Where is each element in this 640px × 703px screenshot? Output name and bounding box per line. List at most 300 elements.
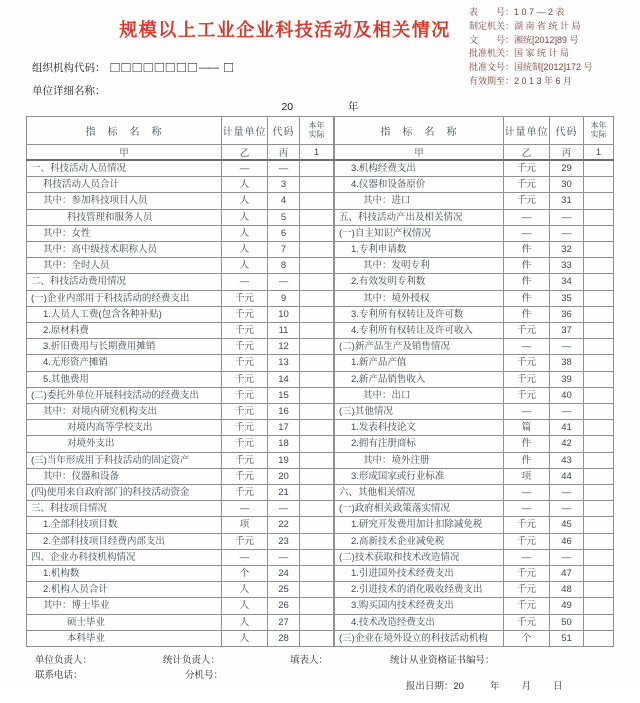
unit-cell: 个 [222,566,268,582]
table-row [27,355,334,371]
meta-line [469,61,637,75]
col-header-code: 代码 [268,117,300,145]
value-cell[interactable] [300,355,334,371]
meta-label: 批准机关： [469,48,515,59]
table-row [335,242,614,258]
value-cell[interactable] [584,533,614,549]
report-year-prefix[interactable]: 20 [281,101,294,113]
table-row [27,485,334,501]
meta-value: 国 家 统 计 局 [514,48,570,59]
indicator-name: 一、科技活动人员情况 [27,160,222,177]
code-cell: — [268,549,300,565]
unit-cell: 千元 [504,533,550,549]
table-row [27,452,334,468]
table-row [27,404,334,420]
unit-cell: 件 [504,306,550,322]
unit-cell: 件 [504,290,550,306]
value-cell[interactable] [300,306,334,322]
code-cell: — [550,225,584,241]
unit-cell: 千元 [222,371,268,387]
unit-cell: 千元 [504,371,550,387]
indicator-name: (四)使用来自政府部门的科技活动资金 [27,485,222,501]
code-cell: 34 [550,274,584,290]
table-row [335,614,614,630]
value-cell[interactable] [584,485,614,501]
indicator-name: (一)自主知识产权情况 [335,225,504,241]
unit-cell: 千元 [222,387,268,403]
col-letter-value: 1 [300,145,334,161]
indicator-name: 2.有效发明专利数 [335,274,504,290]
code-cell: 11 [268,323,300,339]
code-cell: 22 [268,517,300,533]
report-date-year-unit: 年 [489,681,500,692]
value-cell[interactable] [300,274,334,290]
meta-line [469,34,637,48]
table-row [335,468,614,484]
meta-value: 湖 南 省 统 计 局 [514,20,581,31]
table-row [335,193,614,209]
value-cell[interactable] [584,177,614,193]
code-cell: 38 [550,355,584,371]
unit-cell: 千元 [222,355,268,371]
indicator-name: 1.机构数 [27,566,222,582]
indicator-name: (一)政府相关政策落实情况 [335,501,504,517]
col-letter-unit: 乙 [504,145,550,161]
unit-cell: 件 [504,436,550,452]
value-cell[interactable] [584,468,614,484]
code-cell: 8 [268,258,300,274]
unit-cell: 人 [222,177,268,193]
indicator-name: (一)企业内部用于科技活动的经费支出 [27,290,222,306]
table-row [27,290,334,306]
meta-label: 表 号： [469,7,515,17]
value-cell[interactable] [300,160,334,177]
code-cell: 40 [550,387,584,403]
value-cell[interactable] [300,614,334,630]
unit-cell: 千元 [504,193,550,209]
value-cell[interactable] [584,274,614,290]
value-cell[interactable] [584,371,614,387]
value-cell[interactable] [300,209,334,225]
org-code-boxes[interactable]: □□□□□□□□ [110,59,199,76]
meta-line [469,75,637,89]
table-row [27,160,334,177]
indicator-name: 2.拥有注册商标 [335,436,504,452]
value-cell[interactable] [300,549,334,565]
table-row [27,517,334,533]
table-row [335,436,614,452]
value-cell[interactable] [300,339,334,355]
value-cell[interactable] [300,533,334,549]
value-cell[interactable] [300,517,334,533]
indicator-name: 2.新产品销售收入 [335,371,504,387]
code-cell: 15 [268,387,300,403]
table-row [27,209,334,225]
indicator-name: 其中：境外注册 [335,452,504,468]
indicator-name: 2.机构人员合计 [27,582,222,598]
col-letter-value: 1 [584,145,614,161]
unit-cell: — [504,549,550,565]
code-cell: 18 [268,436,300,452]
code-cell: 27 [268,614,300,630]
value-cell[interactable] [584,242,614,258]
code-cell: 6 [268,225,300,241]
code-cell: — [550,501,584,517]
code-cell: 29 [550,160,584,177]
unit-cell: 千元 [222,420,268,436]
indicator-name: 2.引进技术的消化吸收经费支出 [335,582,504,598]
code-cell: 21 [268,485,300,501]
indicator-name: 对境内高等学校支出 [27,420,222,436]
value-cell[interactable] [300,436,334,452]
unit-cell: 人 [222,193,268,209]
table-row [27,306,334,322]
code-cell: 19 [268,452,300,468]
value-cell[interactable] [584,420,614,436]
table-row [335,177,614,193]
value-cell[interactable] [300,323,334,339]
indicator-name: 对境外支出 [27,436,222,452]
value-cell[interactable] [584,630,614,646]
code-cell: 50 [550,614,584,630]
table-row [27,323,334,339]
value-cell[interactable] [584,404,614,420]
indicator-name: 2.原材料费 [27,323,222,339]
code-cell: 32 [550,242,584,258]
value-cell[interactable] [300,242,334,258]
indicator-name: 其中：仪器和设备 [27,468,222,484]
meta-value: 1 0 7 — 2 表 [514,7,565,17]
report-date-month-unit: 月 [521,681,531,692]
table-row [27,177,334,193]
unit-cell: 项 [222,517,268,533]
table-row [27,436,334,452]
table-row [27,225,334,241]
meta-label: 批准文号： [469,62,515,73]
code-cell: 23 [268,533,300,549]
meta-line [469,47,637,61]
unit-cell: 人 [222,209,268,225]
code-cell: 9 [268,290,300,306]
org-code-dash: —— [198,61,217,74]
indicator-name: 五、科技活动产出及相关情况 [335,209,504,225]
indicator-name: 其中：高中级技术职称人员 [27,242,222,258]
table-row [335,582,614,598]
indicator-name: (二)委托外单位开展科技活动的经费支出 [27,387,222,403]
value-cell[interactable] [584,436,614,452]
indicator-name: 1.人员人工费(包含各种补贴) [27,306,222,322]
unit-cell: 千元 [222,452,268,468]
unit-cell: — [222,501,268,517]
meta-value: 湘统[2012]89 号 [514,34,579,45]
unit-cell: 人 [222,614,268,630]
table-row [335,290,614,306]
table-row [335,371,614,387]
col-letter-name: 甲 [27,145,222,161]
value-cell[interactable] [584,306,614,322]
code-cell: 7 [268,242,300,258]
table-row [27,339,334,355]
report-date-year-prefix[interactable]: 20 [453,681,464,692]
code-cell: 43 [550,452,584,468]
indicator-name: 其中：境外授权 [335,290,504,306]
value-cell[interactable] [584,160,614,177]
code-cell: — [268,160,300,177]
code-cell: 30 [550,177,584,193]
indicator-name: 1.专利申请数 [335,242,504,258]
col-letter-name: 甲 [335,145,504,161]
meta-label: 制定机关： [469,20,515,31]
indicator-name: (二)技术获取和技术改造情况 [335,549,504,565]
value-cell[interactable] [584,258,614,274]
table-row [335,598,614,614]
table-row [335,306,614,322]
indicator-name: 2.高新技术企业减免税 [335,533,504,549]
code-cell: 39 [550,371,584,387]
table-row [335,517,614,533]
unit-cell: — [504,485,550,501]
code-cell: 24 [268,566,300,582]
unit-cell: 千元 [504,614,550,630]
value-cell[interactable] [584,209,614,225]
indicator-name: 六、其他相关情况 [335,485,504,501]
indicator-name: 其中：博士毕业 [27,598,222,614]
value-cell[interactable] [584,290,614,306]
table-row [335,533,614,549]
code-cell: 4 [268,193,300,209]
table-row [27,549,334,565]
value-cell[interactable] [584,614,614,630]
column-letter-row [335,145,614,161]
table-row [335,404,614,420]
table-row [335,566,614,582]
unit-cell: — [222,160,268,177]
form-title: 规模以上工业企业科技活动及相关情况 [119,20,451,40]
col-header-name: 指 标 名 称 [335,117,504,145]
col-header-unit: 计量单位 [504,117,550,145]
value-cell[interactable] [300,225,334,241]
unit-cell: 千元 [504,355,550,371]
unit-cell: 人 [222,242,268,258]
unit-cell: 千元 [222,290,268,306]
unit-name-row [32,83,268,98]
indicator-name: 3.购买国内技术经费支出 [335,598,504,614]
unit-cell: — [504,404,550,420]
indicator-name: (三)企业在境外设立的科技活动机构 [335,630,504,646]
unit-cell: 人 [222,258,268,274]
code-cell: 45 [550,517,584,533]
table-row [27,468,334,484]
unit-cell: 千元 [222,436,268,452]
code-cell: 46 [550,533,584,549]
value-cell[interactable] [584,355,614,371]
unit-cell: — [222,549,268,565]
indicator-name: 4.无形资产摊销 [27,355,222,371]
code-cell: — [268,274,300,290]
unit-cell: 个 [504,630,550,646]
value-cell[interactable] [584,582,614,598]
indicator-name: 三、科技项目情况 [27,501,222,517]
value-cell[interactable] [300,371,334,387]
unit-cell: 人 [222,598,268,614]
table-row [27,387,334,403]
col-header-name: 指 标 名 称 [27,117,222,145]
value-cell[interactable] [300,582,334,598]
table-row [335,549,614,565]
code-cell: 41 [550,420,584,436]
indicator-name: (三)当年形成用于科技活动的固定资产 [27,452,222,468]
meta-line [469,6,637,20]
value-cell[interactable] [300,501,334,517]
value-cell[interactable] [584,501,614,517]
indicator-name: 3.折旧费用与长期费用摊销 [27,339,222,355]
indicator-name: 二、科技活动费用情况 [27,274,222,290]
meta-label: 有效期至： [469,75,515,86]
meta-value: 国统制[2012]172 号 [514,62,593,73]
stat-head-label: 统计负责人： [163,655,221,666]
indicator-name: 1.全部科技项目数 [27,517,222,533]
indicator-name: 3.专利所有权转让及许可数 [335,306,504,322]
unit-cell: 千元 [222,306,268,322]
unit-name-label: 单位详细名称： [32,85,106,97]
code-cell: 28 [268,630,300,646]
col-header-value-line1: 本年 [590,121,607,130]
unit-cell: 件 [504,242,550,258]
unit-cell: 人 [222,582,268,598]
col-header-value-line1: 本年 [308,121,325,130]
table-row [335,258,614,274]
unit-cell: 千元 [504,177,550,193]
value-cell[interactable] [300,566,334,582]
indicator-name: 3.形成国家或行业标准 [335,468,504,484]
unit-cell: 千元 [504,323,550,339]
indicator-name: 其中：对境内研究机构支出 [27,404,222,420]
unit-cell: — [504,501,550,517]
indicator-name: 5.其他费用 [27,371,222,387]
value-cell[interactable] [584,598,614,614]
indicator-name: 四、企业办科技机构情况 [27,549,222,565]
code-cell: 16 [268,404,300,420]
unit-cell: 千元 [222,404,268,420]
code-cell: 3 [268,177,300,193]
table-row [27,258,334,274]
code-cell: 10 [268,306,300,322]
value-cell[interactable] [584,193,614,209]
code-cell: — [550,404,584,420]
table-row [27,582,334,598]
unit-cell: 件 [504,452,550,468]
value-cell[interactable] [300,387,334,403]
indicator-name: 其中：发明专利 [335,258,504,274]
value-cell[interactable] [584,549,614,565]
col-header-code: 代码 [550,117,584,145]
table-row [335,420,614,436]
indicator-name: 硕士毕业 [27,614,222,630]
unit-cell: — [504,339,550,355]
unit-name-blank[interactable] [108,83,268,94]
value-cell[interactable] [300,404,334,420]
value-cell[interactable] [300,598,334,614]
table-row [27,598,334,614]
value-cell[interactable] [300,177,334,193]
col-header-value [584,117,614,145]
unit-cell: — [504,209,550,225]
table-row [335,209,614,225]
report-date-day-unit: 日 [552,681,563,692]
table-row [27,566,334,582]
value-cell[interactable] [584,387,614,403]
value-cell[interactable] [300,193,334,209]
report-year-row [0,99,640,114]
value-cell[interactable] [584,566,614,582]
code-cell: — [550,485,584,501]
unit-cell: 千元 [504,160,550,177]
value-cell[interactable] [584,452,614,468]
table-row [335,501,614,517]
value-cell[interactable] [584,225,614,241]
form-meta-block [469,6,637,89]
value-cell[interactable] [300,485,334,501]
unit-cell: — [504,225,550,241]
table-row [27,533,334,549]
unit-cell: 千元 [504,566,550,582]
value-cell[interactable] [300,630,334,646]
org-code-check-box[interactable]: □ [223,59,236,76]
code-cell: — [268,501,300,517]
unit-cell: 千元 [222,323,268,339]
unit-cell: 千元 [222,533,268,549]
table-row [335,452,614,468]
table-row [27,501,334,517]
indicator-name: 4.技术改造经费支出 [335,614,504,630]
value-cell[interactable] [300,468,334,484]
code-cell: — [550,549,584,565]
code-cell: 17 [268,420,300,436]
indicator-name: (二)新产品生产及销售情况 [335,339,504,355]
indicator-name: 其中：出口 [335,387,504,403]
report-year-suffix: 年 [348,101,359,113]
table-row [335,630,614,646]
col-header-unit: 计量单位 [222,117,268,145]
value-cell[interactable] [300,290,334,306]
value-cell[interactable] [300,258,334,274]
code-cell: 13 [268,355,300,371]
code-cell: 37 [550,323,584,339]
unit-head-label: 单位负责人： [35,655,93,666]
unit-cell: 千元 [222,485,268,501]
indicator-name: 1.发表科技论文 [335,420,504,436]
code-cell: 33 [550,258,584,274]
unit-cell: 千元 [504,517,550,533]
table-row [27,193,334,209]
code-cell: 26 [268,598,300,614]
table-row [335,339,614,355]
indicator-table [26,116,614,647]
unit-cell: 千元 [504,582,550,598]
indicator-name: 其中：进口 [335,193,504,209]
meta-line [469,20,637,34]
indicator-name: 1.新产品产值 [335,355,504,371]
meta-value: 2 0 1 3 年 6 月 [514,75,573,86]
value-cell[interactable] [584,323,614,339]
code-cell: 14 [268,371,300,387]
value-cell[interactable] [584,339,614,355]
value-cell[interactable] [300,420,334,436]
value-cell[interactable] [300,452,334,468]
col-letter-code: 丙 [550,145,584,161]
code-cell: 44 [550,468,584,484]
value-cell[interactable] [584,517,614,533]
